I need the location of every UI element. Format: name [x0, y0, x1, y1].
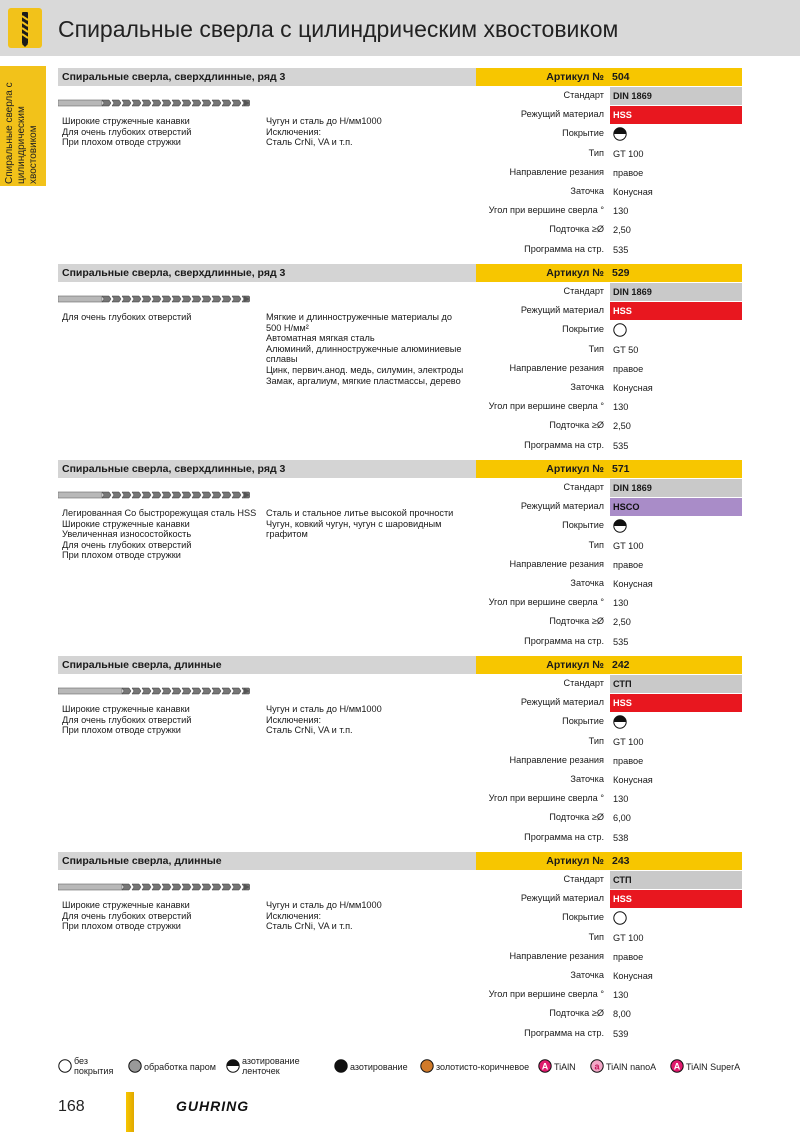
spec-label-direction: Направление резания: [509, 950, 604, 961]
spec-label-type: Тип: [588, 539, 604, 550]
drill-image: [58, 488, 250, 500]
spec-value-standard: DIN 1869: [610, 283, 742, 301]
spec-label-type: Тип: [588, 147, 604, 158]
spec-label-coating: Покрытие: [562, 520, 604, 531]
spec-value-direction: правое: [613, 167, 644, 178]
empty-circle-icon: [58, 1059, 72, 1073]
feature-line: Для очень глубоких отверстий: [62, 539, 192, 550]
features-list: [62, 508, 262, 561]
spec-label-feed: Подточка ≥Ø: [549, 420, 604, 431]
spec-value-feed: 6,00: [613, 813, 631, 824]
brand-logo: GUHRING: [176, 1098, 250, 1114]
spec-label-coating: Покрытие: [562, 324, 604, 335]
legend-label-line: TiAlN nanoA: [606, 1062, 657, 1072]
spec-label-material: Режущий материал: [520, 109, 604, 120]
material-line: Мягкие и длинностружечные материалы до: [266, 312, 452, 322]
spec-row-material: [476, 890, 742, 909]
material-line: Исключения:: [266, 714, 321, 725]
spec-row-direction: [476, 360, 742, 379]
spec-row-feed: [476, 1005, 742, 1024]
feature-line: Увеличенная износостойкость: [62, 529, 192, 540]
spec-value-feed: 2,50: [613, 617, 631, 628]
spec-value-direction: правое: [613, 951, 644, 962]
article-number[interactable]: 242: [612, 659, 630, 671]
spec-label-direction: Направление резания: [509, 166, 604, 177]
spec-row-standard: [476, 675, 742, 694]
article-bar[interactable]: [476, 264, 742, 282]
material-line: 500 Н/мм²: [266, 322, 309, 333]
spec-value-angle: 130: [613, 990, 629, 1001]
article-label: Артикул №: [546, 463, 604, 475]
spec-row-page: [476, 241, 742, 260]
spec-label-feed: Подточка ≥Ø: [549, 224, 604, 235]
spec-label-type: Тип: [588, 735, 604, 746]
tialn-circle-icon: [538, 1059, 552, 1073]
spec-label-standard: Стандарт: [563, 286, 604, 296]
material-line: Алюминий, длинностружечные алюминиевые: [266, 343, 462, 354]
half-filled-circle-icon: [613, 715, 627, 729]
spec-row-standard: [476, 87, 742, 106]
material-line: Сталь CrNi, VA и т.п.: [266, 725, 353, 736]
spec-value-material: HSS: [610, 694, 742, 712]
spec-value-material: HSS: [610, 890, 742, 908]
material-line: Замак, аргалиум, мягкие пластмассы, дерево: [266, 375, 461, 386]
features-list: [62, 704, 262, 736]
page-header: [0, 0, 800, 56]
section-side-tab-label: Спиральные сверла с цилиндрическим хвостовиком: [4, 82, 39, 184]
feature-line: Широкие стружечные канавки: [62, 704, 190, 714]
spec-label-page: Программа на стр.: [524, 439, 604, 450]
spec-label-feed: Подточка ≥Ø: [549, 812, 604, 823]
spec-value-grind: Конусная: [613, 971, 653, 981]
drill-image: [58, 292, 250, 304]
material-line: Сталь и стальное литье высокой прочности: [266, 508, 454, 518]
spec-row-coating: [476, 125, 742, 144]
spec-value-page[interactable]: 535: [613, 636, 629, 647]
empty-circle-icon: [613, 323, 627, 337]
product-block: [58, 460, 742, 656]
spec-label-coating: Покрытие: [562, 716, 604, 727]
spec-value-grind: Конусная: [613, 187, 653, 197]
article-label: Артикул №: [546, 267, 604, 279]
spec-value-type: GT 100: [613, 148, 644, 159]
svg-text:a: a: [594, 1061, 600, 1072]
spec-row-feed: [476, 809, 742, 828]
material-line: Исключения:: [266, 910, 321, 921]
spec-value-direction: правое: [613, 755, 644, 766]
spec-row-type: [476, 145, 742, 164]
drill-icon: [8, 8, 42, 48]
spec-row-direction: [476, 752, 742, 771]
spec-value-grind: Конусная: [613, 579, 653, 589]
spec-label-grind: Заточка: [570, 970, 604, 980]
spec-row-grind: [476, 379, 742, 398]
empty-circle-icon: [613, 911, 627, 925]
product-block: [58, 68, 742, 264]
spec-label-coating: Покрытие: [562, 912, 604, 923]
feature-line: При плохом отводе стружки: [62, 921, 181, 932]
spec-value-angle: 130: [613, 206, 629, 217]
materials-list: [266, 312, 478, 386]
spec-row-direction: [476, 556, 742, 575]
svg-text:A: A: [541, 1061, 549, 1072]
spec-row-angle: [476, 594, 742, 613]
spec-row-type: [476, 341, 742, 360]
spec-value-direction: правое: [613, 559, 644, 570]
spec-label-angle: Угол при вершине сверла °: [488, 401, 604, 412]
legend-label: [350, 1062, 408, 1072]
spec-row-standard: [476, 871, 742, 890]
feature-line: При плохом отводе стружки: [62, 137, 181, 148]
spec-label-coating: Покрытие: [562, 128, 604, 139]
spec-row-type: [476, 537, 742, 556]
feature-line: Для очень глубоких отверстий: [62, 126, 192, 137]
legend-label: [242, 1056, 300, 1076]
spec-row-material: [476, 694, 742, 713]
spec-label-type: Тип: [588, 343, 604, 354]
legend-label-line: покрытия: [74, 1066, 114, 1076]
spec-value-page[interactable]: 538: [613, 832, 629, 843]
spec-value-page[interactable]: 535: [613, 440, 629, 451]
drill-image: [58, 96, 250, 108]
material-line: Сталь CrNi, VA и т.п.: [266, 921, 353, 932]
spec-row-type: [476, 733, 742, 752]
spec-label-angle: Угол при вершине сверла °: [488, 989, 604, 1000]
product-title: Спиральные сверла, длинные: [62, 659, 222, 671]
bronze-circle-icon: [420, 1059, 434, 1073]
material-line: Цинк, первич.анод. медь, силумин, электроды: [266, 364, 464, 375]
spec-row-coating: [476, 909, 742, 928]
material-line: Чугун и сталь до Н/мм1000: [266, 116, 382, 126]
black-circle-icon: [334, 1059, 348, 1073]
spec-label-page: Программа на стр.: [524, 831, 604, 842]
spec-label-grind: Заточка: [570, 578, 604, 588]
feature-line: Для очень глубоких отверстий: [62, 714, 192, 725]
coating-legend: [58, 1056, 748, 1078]
article-number[interactable]: 243: [612, 855, 630, 867]
legend-label-line: золотисто-коричневое: [436, 1062, 530, 1072]
spec-label-page: Программа на стр.: [524, 635, 604, 646]
spec-value-type: GT 100: [613, 540, 644, 551]
spec-row-coating: [476, 713, 742, 732]
article-label: Артикул №: [546, 855, 604, 867]
legend-label-line: азотирование: [350, 1062, 408, 1072]
spec-value-standard: DIN 1869: [610, 87, 742, 105]
drill-image: [58, 684, 250, 696]
spec-row-direction: [476, 164, 742, 183]
spec-label-direction: Направление резания: [509, 362, 604, 373]
article-label: Артикул №: [546, 71, 604, 83]
half-filled-circle-icon: [226, 1059, 240, 1073]
article-number[interactable]: 529: [612, 267, 630, 279]
spec-value-angle: 130: [613, 794, 629, 805]
article-bar[interactable]: [476, 656, 742, 674]
legend-label-line: азотирование: [242, 1056, 300, 1066]
spec-row-feed: [476, 221, 742, 240]
spec-row-page: [476, 437, 742, 456]
spec-value-feed: 8,00: [613, 1009, 631, 1020]
spec-value-feed: 2,50: [613, 225, 631, 236]
drill-image: [58, 880, 250, 892]
feature-line: Для очень глубоких отверстий: [62, 312, 192, 322]
legend-label: [144, 1062, 216, 1072]
spec-row-material: [476, 106, 742, 125]
spec-row-grind: [476, 575, 742, 594]
spec-label-feed: Подточка ≥Ø: [549, 616, 604, 627]
spec-value-angle: 130: [613, 598, 629, 609]
spec-label-material: Режущий материал: [520, 697, 604, 708]
material-line: Исключения:: [266, 126, 321, 137]
legend-label-line: ленточек: [242, 1066, 280, 1076]
legend-label-line: TiAlN SuperA: [686, 1062, 741, 1072]
spec-label-direction: Направление резания: [509, 558, 604, 569]
material-line: сплавы: [266, 354, 298, 365]
legend-label: [606, 1062, 656, 1072]
materials-list: [266, 508, 478, 540]
spec-label-standard: Стандарт: [563, 90, 604, 100]
legend-label: [74, 1056, 113, 1076]
spec-value-page[interactable]: 535: [613, 244, 629, 255]
spec-row-page: [476, 633, 742, 652]
spec-value-standard: СТП: [610, 675, 742, 693]
tialn-nano-circle-icon: [590, 1059, 604, 1073]
product-title: Спиральные сверла, сверхдлинные, ряд 3: [62, 71, 286, 83]
spec-label-standard: Стандарт: [563, 678, 604, 688]
footer-accent-bar: [126, 1092, 134, 1132]
article-bar[interactable]: [476, 852, 742, 870]
spec-row-direction: [476, 948, 742, 967]
half-filled-circle-icon: [613, 519, 627, 533]
feature-line: При плохом отводе стружки: [62, 550, 181, 561]
feature-line: Легированная Co быстрорежущая сталь HSS: [62, 508, 257, 518]
spec-row-angle: [476, 790, 742, 809]
spec-row-grind: [476, 771, 742, 790]
feature-line: Широкие стружечные канавки: [62, 518, 190, 529]
section-side-tab[interactable]: [0, 66, 46, 186]
spec-label-grind: Заточка: [570, 186, 604, 196]
spec-label-standard: Стандарт: [563, 874, 604, 884]
spec-label-standard: Стандарт: [563, 482, 604, 492]
spec-row-feed: [476, 613, 742, 632]
features-list: [62, 116, 262, 148]
material-line: графитом: [266, 529, 308, 540]
spec-row-type: [476, 929, 742, 948]
tialn-super-circle-icon: [670, 1059, 684, 1073]
legend-label-line: без: [74, 1056, 88, 1066]
spec-label-angle: Угол при вершине сверла °: [488, 205, 604, 216]
materials-list: [266, 900, 478, 932]
spec-row-angle: [476, 202, 742, 221]
spec-value-material: HSS: [610, 106, 742, 124]
spec-label-angle: Угол при вершине сверла °: [488, 793, 604, 804]
page-title: Спиральные сверла с цилиндрическим хвостовиком: [58, 16, 619, 42]
feature-line: При плохом отводе стружки: [62, 725, 181, 736]
features-list: [62, 312, 262, 323]
spec-label-material: Режущий материал: [520, 501, 604, 512]
spec-value-feed: 2,50: [613, 421, 631, 432]
article-bar[interactable]: [476, 68, 742, 86]
materials-list: [266, 704, 478, 736]
spec-row-coating: [476, 517, 742, 536]
spec-label-material: Режущий материал: [520, 893, 604, 904]
spec-label-page: Программа на стр.: [524, 1027, 604, 1038]
product-title: Спиральные сверла, сверхдлинные, ряд 3: [62, 267, 286, 279]
material-line: Автоматная мягкая сталь: [266, 333, 375, 344]
materials-list: [266, 116, 478, 148]
spec-row-coating: [476, 321, 742, 340]
spec-label-material: Режущий материал: [520, 305, 604, 316]
spec-value-page[interactable]: 539: [613, 1028, 629, 1039]
spec-label-page: Программа на стр.: [524, 243, 604, 254]
spec-label-grind: Заточка: [570, 774, 604, 784]
legend-label: [436, 1062, 529, 1072]
spec-row-page: [476, 1025, 742, 1044]
article-bar[interactable]: [476, 460, 742, 478]
feature-line: Для очень глубоких отверстий: [62, 910, 192, 921]
spec-row-page: [476, 829, 742, 848]
product-title: Спиральные сверла, длинные: [62, 855, 222, 867]
spec-label-angle: Угол при вершине сверла °: [488, 597, 604, 608]
spec-value-grind: Конусная: [613, 775, 653, 785]
spec-value-grind: Конусная: [613, 383, 653, 393]
spec-row-angle: [476, 986, 742, 1005]
spec-value-type: GT 100: [613, 932, 644, 943]
legend-label: [554, 1062, 576, 1072]
spec-label-grind: Заточка: [570, 382, 604, 392]
article-number[interactable]: 504: [612, 71, 630, 83]
svg-text:A: A: [673, 1061, 681, 1072]
spec-label-feed: Подточка ≥Ø: [549, 1008, 604, 1019]
product-block: [58, 264, 742, 460]
spec-row-feed: [476, 417, 742, 436]
gray-circle-icon: [128, 1059, 142, 1073]
spec-row-angle: [476, 398, 742, 417]
feature-line: Широкие стружечные канавки: [62, 900, 190, 910]
spec-row-standard: [476, 479, 742, 498]
legend-label: [686, 1062, 740, 1072]
spec-value-material: HSCO: [610, 498, 742, 516]
spec-label-direction: Направление резания: [509, 754, 604, 765]
material-line: Чугун и сталь до Н/мм1000: [266, 900, 382, 910]
product-block: [58, 656, 742, 852]
material-line: Чугун и сталь до Н/мм1000: [266, 704, 382, 714]
spec-value-angle: 130: [613, 402, 629, 413]
page-number: 168: [58, 1098, 85, 1115]
product-block: [58, 852, 742, 1048]
spec-value-type: GT 50: [613, 344, 639, 355]
legend-label-line: TiAlN: [554, 1062, 576, 1072]
article-label: Артикул №: [546, 659, 604, 671]
spec-row-standard: [476, 283, 742, 302]
spec-row-material: [476, 498, 742, 517]
spec-row-material: [476, 302, 742, 321]
feature-line: Широкие стружечные канавки: [62, 116, 190, 126]
article-number[interactable]: 571: [612, 463, 630, 475]
spec-row-grind: [476, 967, 742, 986]
spec-value-direction: правое: [613, 363, 644, 374]
product-title: Спиральные сверла, сверхдлинные, ряд 3: [62, 463, 286, 475]
half-filled-circle-icon: [613, 127, 627, 141]
spec-label-type: Тип: [588, 931, 604, 942]
material-line: Чугун, ковкий чугун, чугун с шаровидным: [266, 518, 442, 529]
material-line: Сталь CrNi, VA и т.п.: [266, 137, 353, 148]
spec-value-standard: СТП: [610, 871, 742, 889]
spec-row-grind: [476, 183, 742, 202]
spec-value-type: GT 100: [613, 736, 644, 747]
spec-value-standard: DIN 1869: [610, 479, 742, 497]
spec-value-material: HSS: [610, 302, 742, 320]
legend-label-line: обработка паром: [144, 1062, 216, 1072]
features-list: [62, 900, 262, 932]
